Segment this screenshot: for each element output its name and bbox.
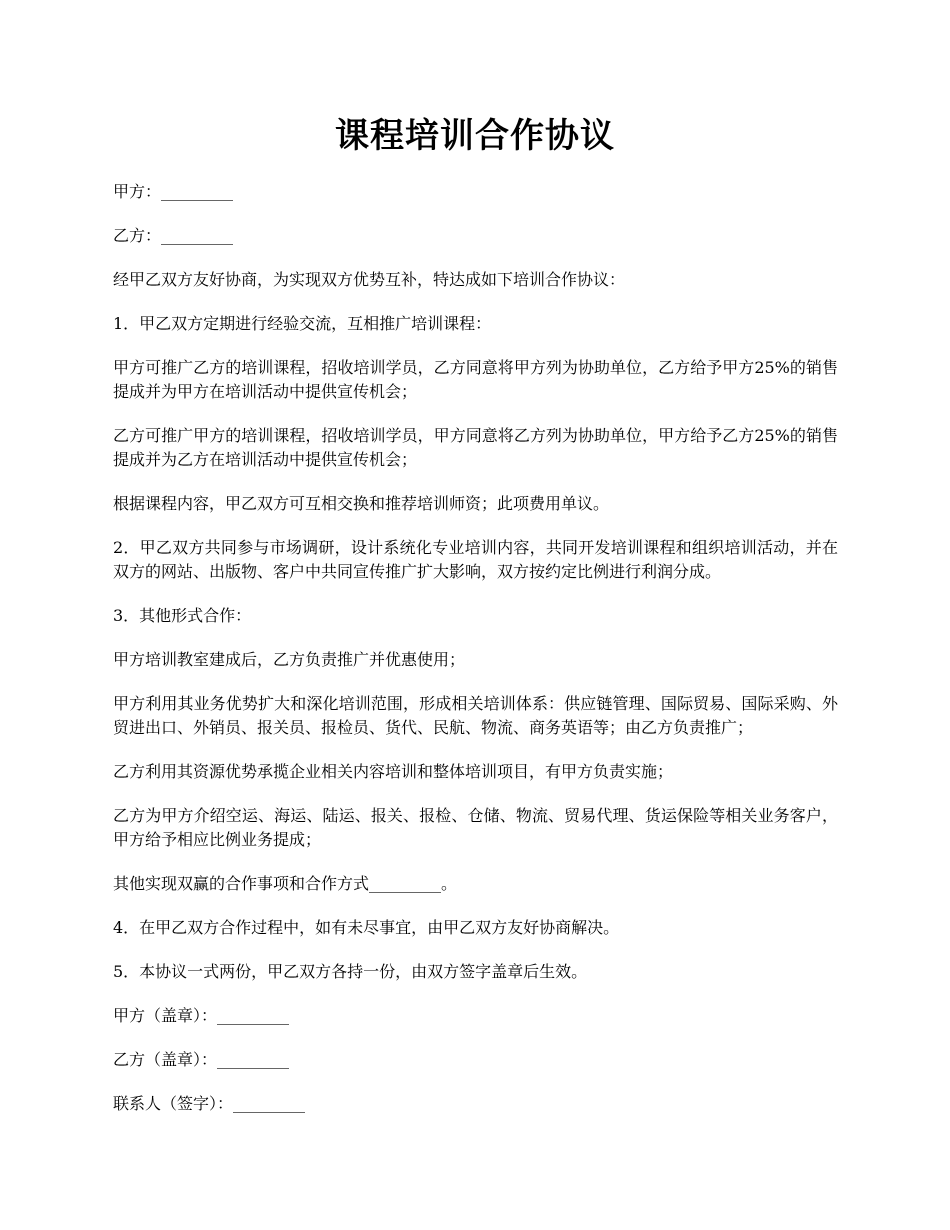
clause-1-item-a: 甲方可推广乙方的培训课程，招收培训学员，乙方同意将甲方列为协助单位，乙方给予甲方25%的销售提成并为甲方在培训活动中提供宣传机会； [113,358,838,401]
clause-3-item-d: 乙方为甲方介绍空运、海运、陆运、报关、报检、仓储、物流、贸易代理、货运保险等相关业务客户，甲方给予相应比例业务提成； [113,806,838,849]
clause-3-item-a: 甲方培训教室建成后，乙方负责推广并优惠使用； [113,650,466,669]
document-body [113,180,838,1136]
clause-3-item-c: 乙方利用其资源优势承揽企业相关内容培训和整体培训项目，有甲方负责实施； [113,762,674,781]
clause-3-item-e: 其他实现双赢的合作事项和合作方式_________。 [113,874,458,893]
contact-signature-line: 联系人（签字）：_________ [113,1094,306,1113]
clause-1-item-b: 乙方可推广甲方的培训课程，招收培训学员，甲方同意将乙方列为协助单位，甲方给予乙方25%的销售提成并为乙方在培训活动中提供宣传机会； [113,426,838,469]
clause-5: 5．本协议一式两份，甲乙双方各持一份，由双方签字盖章后生效。 [113,962,588,981]
party-b-line: 乙方：_________ [113,226,234,245]
party-a-line: 甲方：_________ [113,182,234,201]
clause-4: 4．在甲乙双方合作过程中，如有未尽事宜，由甲乙双方友好协商解决。 [113,918,620,937]
preamble: 经甲乙双方友好协商，为实现双方优势互补，特达成如下培训合作协议： [113,270,626,289]
clause-2: 2．甲乙双方共同参与市场调研，设计系统化专业培训内容，共同开发培训课程和组织培训活动，并在双方的网站、出版物、客户中共同宣传推广扩大影响，双方按约定比例进行利润分成。 [113,538,838,581]
clause-3-heading: 3．其他形式合作： [113,606,252,625]
party-a-seal-line: 甲方（盖章）：_________ [113,1006,290,1025]
clause-1-item-c: 根据课程内容，甲乙双方可互相交换和推荐培训师资；此项费用单议。 [113,494,610,513]
party-b-seal-line: 乙方（盖章）：_________ [113,1050,290,1069]
document-title: 课程培训合作协议 [335,116,615,156]
clause-3-item-b: 甲方利用其业务优势扩大和深化培训范围，形成相关培训体系：供应链管理、国际贸易、国际采购、外贸进出口、外销员、报关员、报检员、货代、民航、物流、商务英语等；由乙方负责推广； [113,694,838,737]
clause-1-heading: 1．甲乙双方定期进行经验交流，互相推广培训课程： [113,314,492,333]
